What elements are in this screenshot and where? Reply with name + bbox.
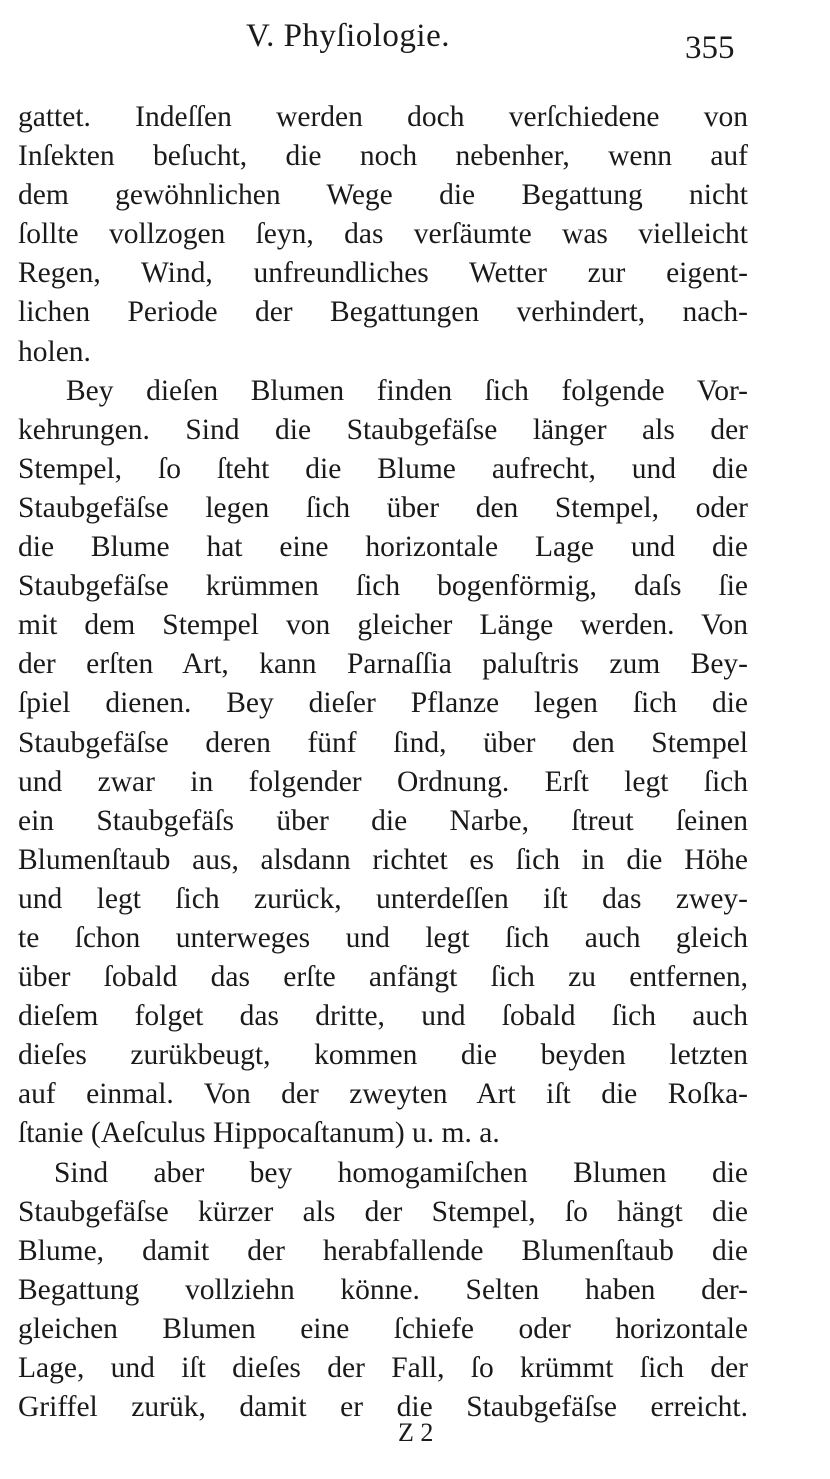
text-line: dieſes zurükbeugt, kommen die beyden letzten [18, 1039, 748, 1072]
text-line: ſpiel dienen. Bey dieſer Pflanze legen ſich die [18, 687, 748, 720]
text-line: Stempel, ſo ſteht die Blume aufrecht, und die [18, 452, 748, 485]
signature-mark: Z 2 [398, 1418, 434, 1447]
text-line: gleichen Blumen eine ſchiefe oder horizontale [18, 1312, 748, 1345]
text-line: Begattung vollziehn könne. Selten haben der- [18, 1273, 748, 1306]
text-line: der erſten Art, kann Parnaſſia paluſtris zum Bey- [18, 648, 748, 681]
text-line: dieſem folget das dritte, und ſobald ſich auch [18, 1000, 748, 1033]
text-line: auf einmal. Von der zweyten Art iſt die Roſka- [18, 1078, 748, 1111]
paragraph-3 [18, 1154, 748, 1428]
text-line: kehrungen. Sind die Staubgefäſse länger als der [18, 413, 748, 446]
text-line: Sind aber bey homogamiſchen Blumen die [54, 1156, 748, 1189]
text-line: Staubgefäſse krümmen ſich bogenförmig, daſs ſie [18, 570, 748, 603]
text-line: dem gewöhnlichen Wege die Begattung nicht [18, 179, 748, 212]
text-line: über ſobald das erſte anfängt ſich zu entfernen, [18, 961, 748, 994]
page-number: 355 [685, 30, 735, 66]
text-line: Staubgefäſse legen ſich über den Stempel, oder [18, 491, 748, 524]
body-text [18, 98, 748, 1427]
paragraph-2 [18, 372, 748, 1154]
text-line: mit dem Stempel von gleicher Länge werden. Von [18, 609, 748, 642]
text-line: Blume, damit der herabfallende Blumenſtaub die [18, 1234, 748, 1267]
paragraph-1 [18, 98, 748, 372]
text-line: die Blume hat eine horizontale Lage und die [18, 531, 748, 564]
text-line: ſtanie (Aeſculus Hippocaſtanum) u. m. a. [18, 1117, 500, 1150]
section-title: V. Phyſiologie. [246, 18, 451, 54]
text-line: ein Staubgefäſs über die Narbe, ſtreut ſeinen [18, 804, 748, 837]
text-line: Staubgefäſse deren fünf ſind, über den Stempel [18, 726, 748, 759]
text-line: Blumenſtaub aus, alsdann richtet es ſich in die Höhe [18, 843, 748, 876]
text-line: Regen, Wind, unfreundliches Wetter zur eigent- [18, 257, 748, 290]
text-line: Lage, und iſt dieſes der Fall, ſo krümmt ſich der [18, 1352, 748, 1384]
text-line: lichen Periode der Begattungen verhindert, nach- [18, 296, 748, 329]
text-line: ſollte vollzogen ſeyn, das verſäumte was vielleicht [18, 218, 748, 251]
text-line: Bey dieſen Blumen finden ſich folgende Vor- [66, 374, 748, 407]
text-line: te ſchon unterweges und legt ſich auch gleich [18, 921, 748, 954]
text-line: Griffel zurük, damit er die Staubgefäſse erreicht. [18, 1391, 748, 1424]
text-line: und legt ſich zurück, unterdeſſen iſt das zwey- [18, 882, 748, 915]
text-line: gattet. Indeſſen werden doch verſchiedene von [18, 101, 748, 133]
running-head [0, 18, 830, 68]
text-line: und zwar in folgender Ordnung. Erſt legt ſich [18, 765, 748, 798]
text-line: holen. [18, 335, 91, 368]
text-line: Staubgefäſse kürzer als der Stempel, ſo hängt die [18, 1195, 748, 1228]
text-line: Inſekten beſucht, die noch nebenher, wenn auf [18, 140, 748, 173]
